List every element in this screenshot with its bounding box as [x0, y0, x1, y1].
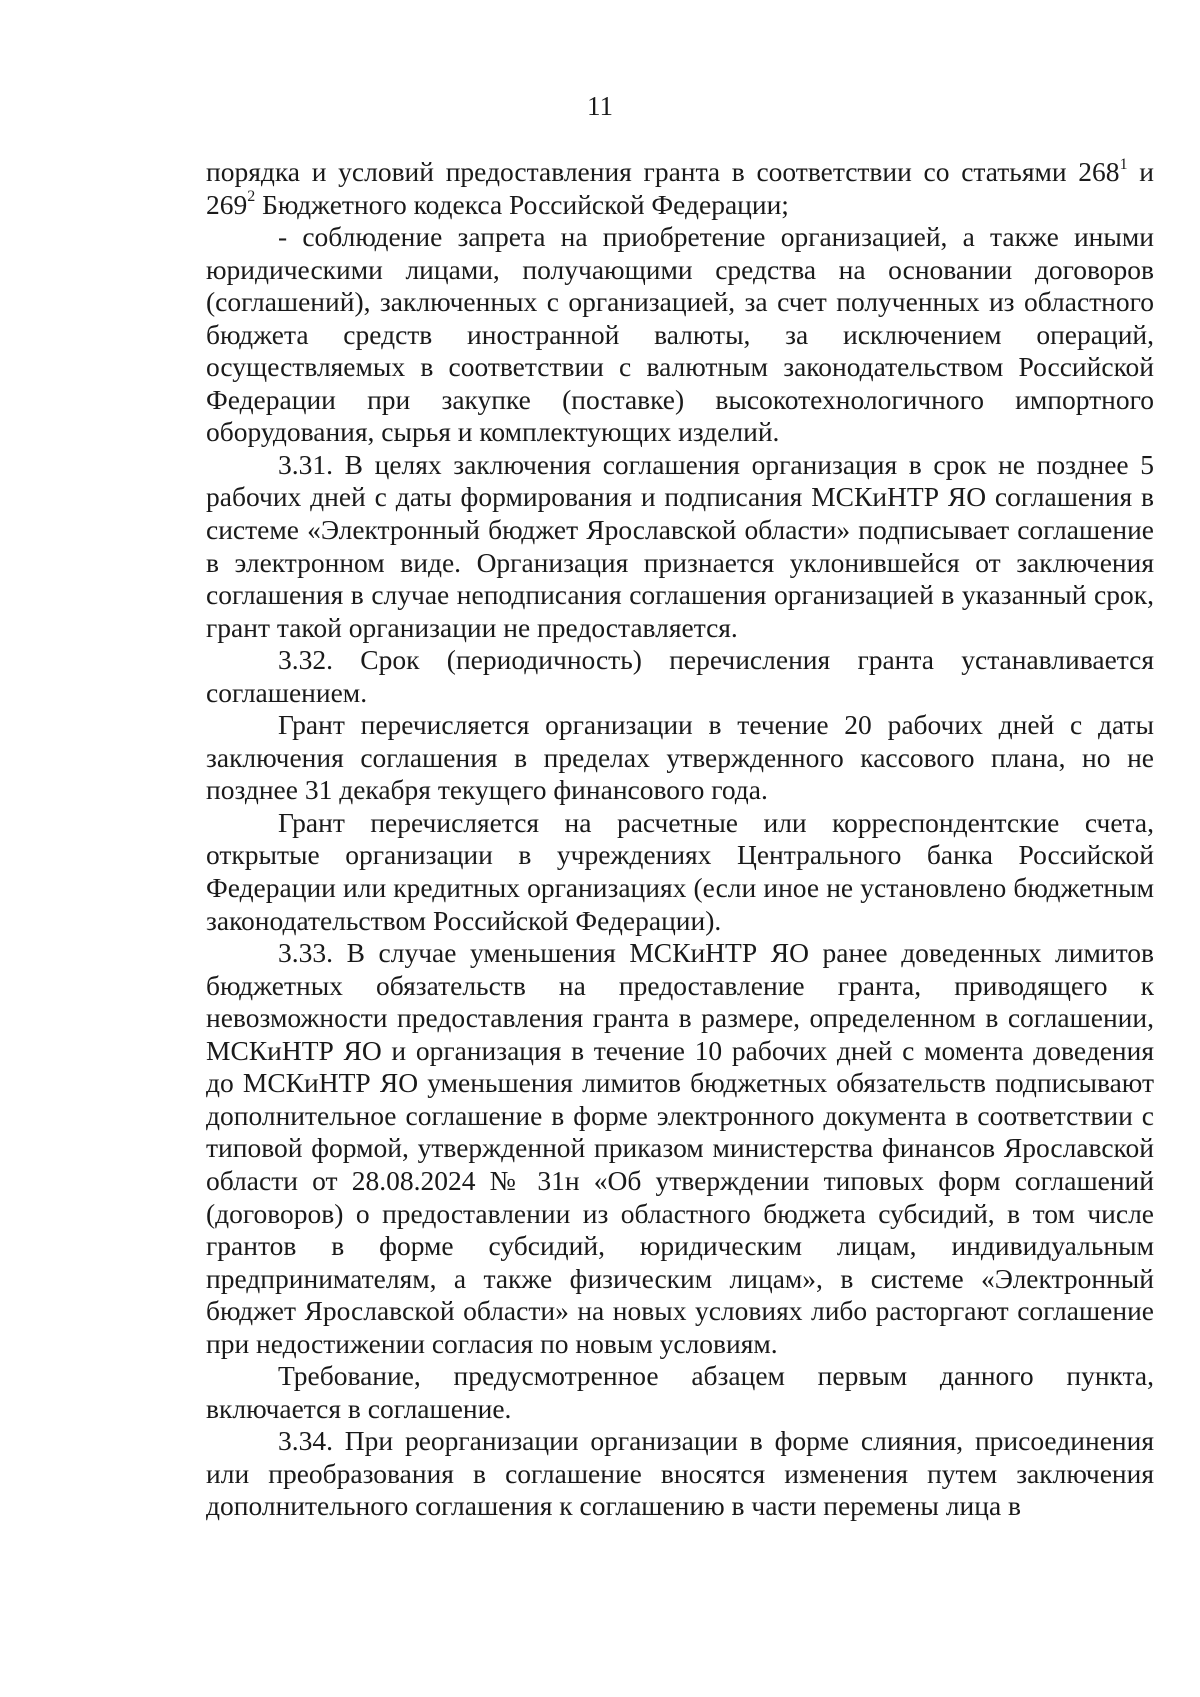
superscript-2: 2 — [247, 188, 256, 206]
document-body — [206, 156, 1154, 1523]
paragraph-3-34: 3.34. При реорганизации организации в форме слияния, присоединения или преобразования в соглашение вносятся изменения путем заключения дополнительного соглашения к соглашению в части перемены лица в — [206, 1425, 1154, 1522]
paragraph-text: Бюджетного кодекса Российской Федерации; — [255, 188, 789, 220]
superscript-1: 1 — [1119, 155, 1128, 173]
paragraph-budget-code — [206, 156, 1154, 221]
paragraph-grant-transfer-term: Грант перечисляется организации в течение 20 рабочих дней с даты заключения соглашения в пределах утвержденного кассового плана, но не позднее 31 декабря текущего финансового года. — [206, 709, 1154, 806]
paragraph-requirement: Требование, предусмотренное абзацем первым данного пункта, включается в соглашение. — [206, 1360, 1154, 1424]
paragraph-grant-accounts: Грант перечисляется на расчетные или корреспондентские счета, открытые организации в учреждениях Центрального банка Российской Федерации или кредитных организациях (если иное не установлено бюджетным законодательством Российской Федерации). — [206, 806, 1154, 936]
page-number: 11 — [587, 91, 613, 121]
paragraph-3-31: 3.31. В целях заключения соглашения организация в срок не позднее 5 рабочих дней с даты формирования и подписания МСКиНТР ЯО соглашения в системе «Электронный бюджет Ярославской области» подписывает соглашение в электронном виде. Организация признается уклонившейся от заключения соглашения в случае неподписания соглашения организацией в указанный срок, грант такой организации не предоставляется. — [206, 448, 1154, 643]
paragraph-3-32: 3.32. Срок (периодичность) перечисления гранта устанавливается соглашением. — [206, 644, 1154, 708]
paragraph-text: и 269 — [206, 156, 1154, 220]
paragraph-3-33: 3.33. В случае уменьшения МСКиНТР ЯО ранее доведенных лимитов бюджетных обязательств на предоставление гранта, приводящего к невозможности предоставления гранта в размере, определенном в соглашении, МСКиНТР ЯО и организация в течение 10 рабочих дней с момента доведения до МСКиНТР ЯО уменьшения лимитов бюджетных обязательств подписывают дополнительное соглашение в форме электронного документа в соответствии с типовой формой, утвержденной приказом министерства финансов Ярославской области от 28.08.2024 № 31н «Об утверждении типовых форм соглашений (договоров) о предоставлении из областного бюджета субсидий, в том числе грантов в форме субсидий, юридическим лицам, индивидуальным предпринимателям, а также физическим лицам», в системе «Электронный бюджет Ярославской области» на новых условиях либо расторгают соглашение при недостижении согласия по новым условиям. — [206, 937, 1154, 1359]
paragraph-currency-ban: - соблюдение запрета на приобретение организацией, а также иными юридическими лицами, получающими средства на основании договоров (соглашений), заключенных с организацией, за счет полученных из областного бюджета средств иностранной валюты, за исключением операций, осуществляемых в соответствии с валютным законодательством Российской Федерации при закупке (поставке) высокотехнологичного импортного оборудования, сырья и комплектующих изделий. — [206, 221, 1154, 448]
paragraph-text: порядка и условий предоставления гранта в соответствии со статьями 268 — [206, 156, 1120, 187]
